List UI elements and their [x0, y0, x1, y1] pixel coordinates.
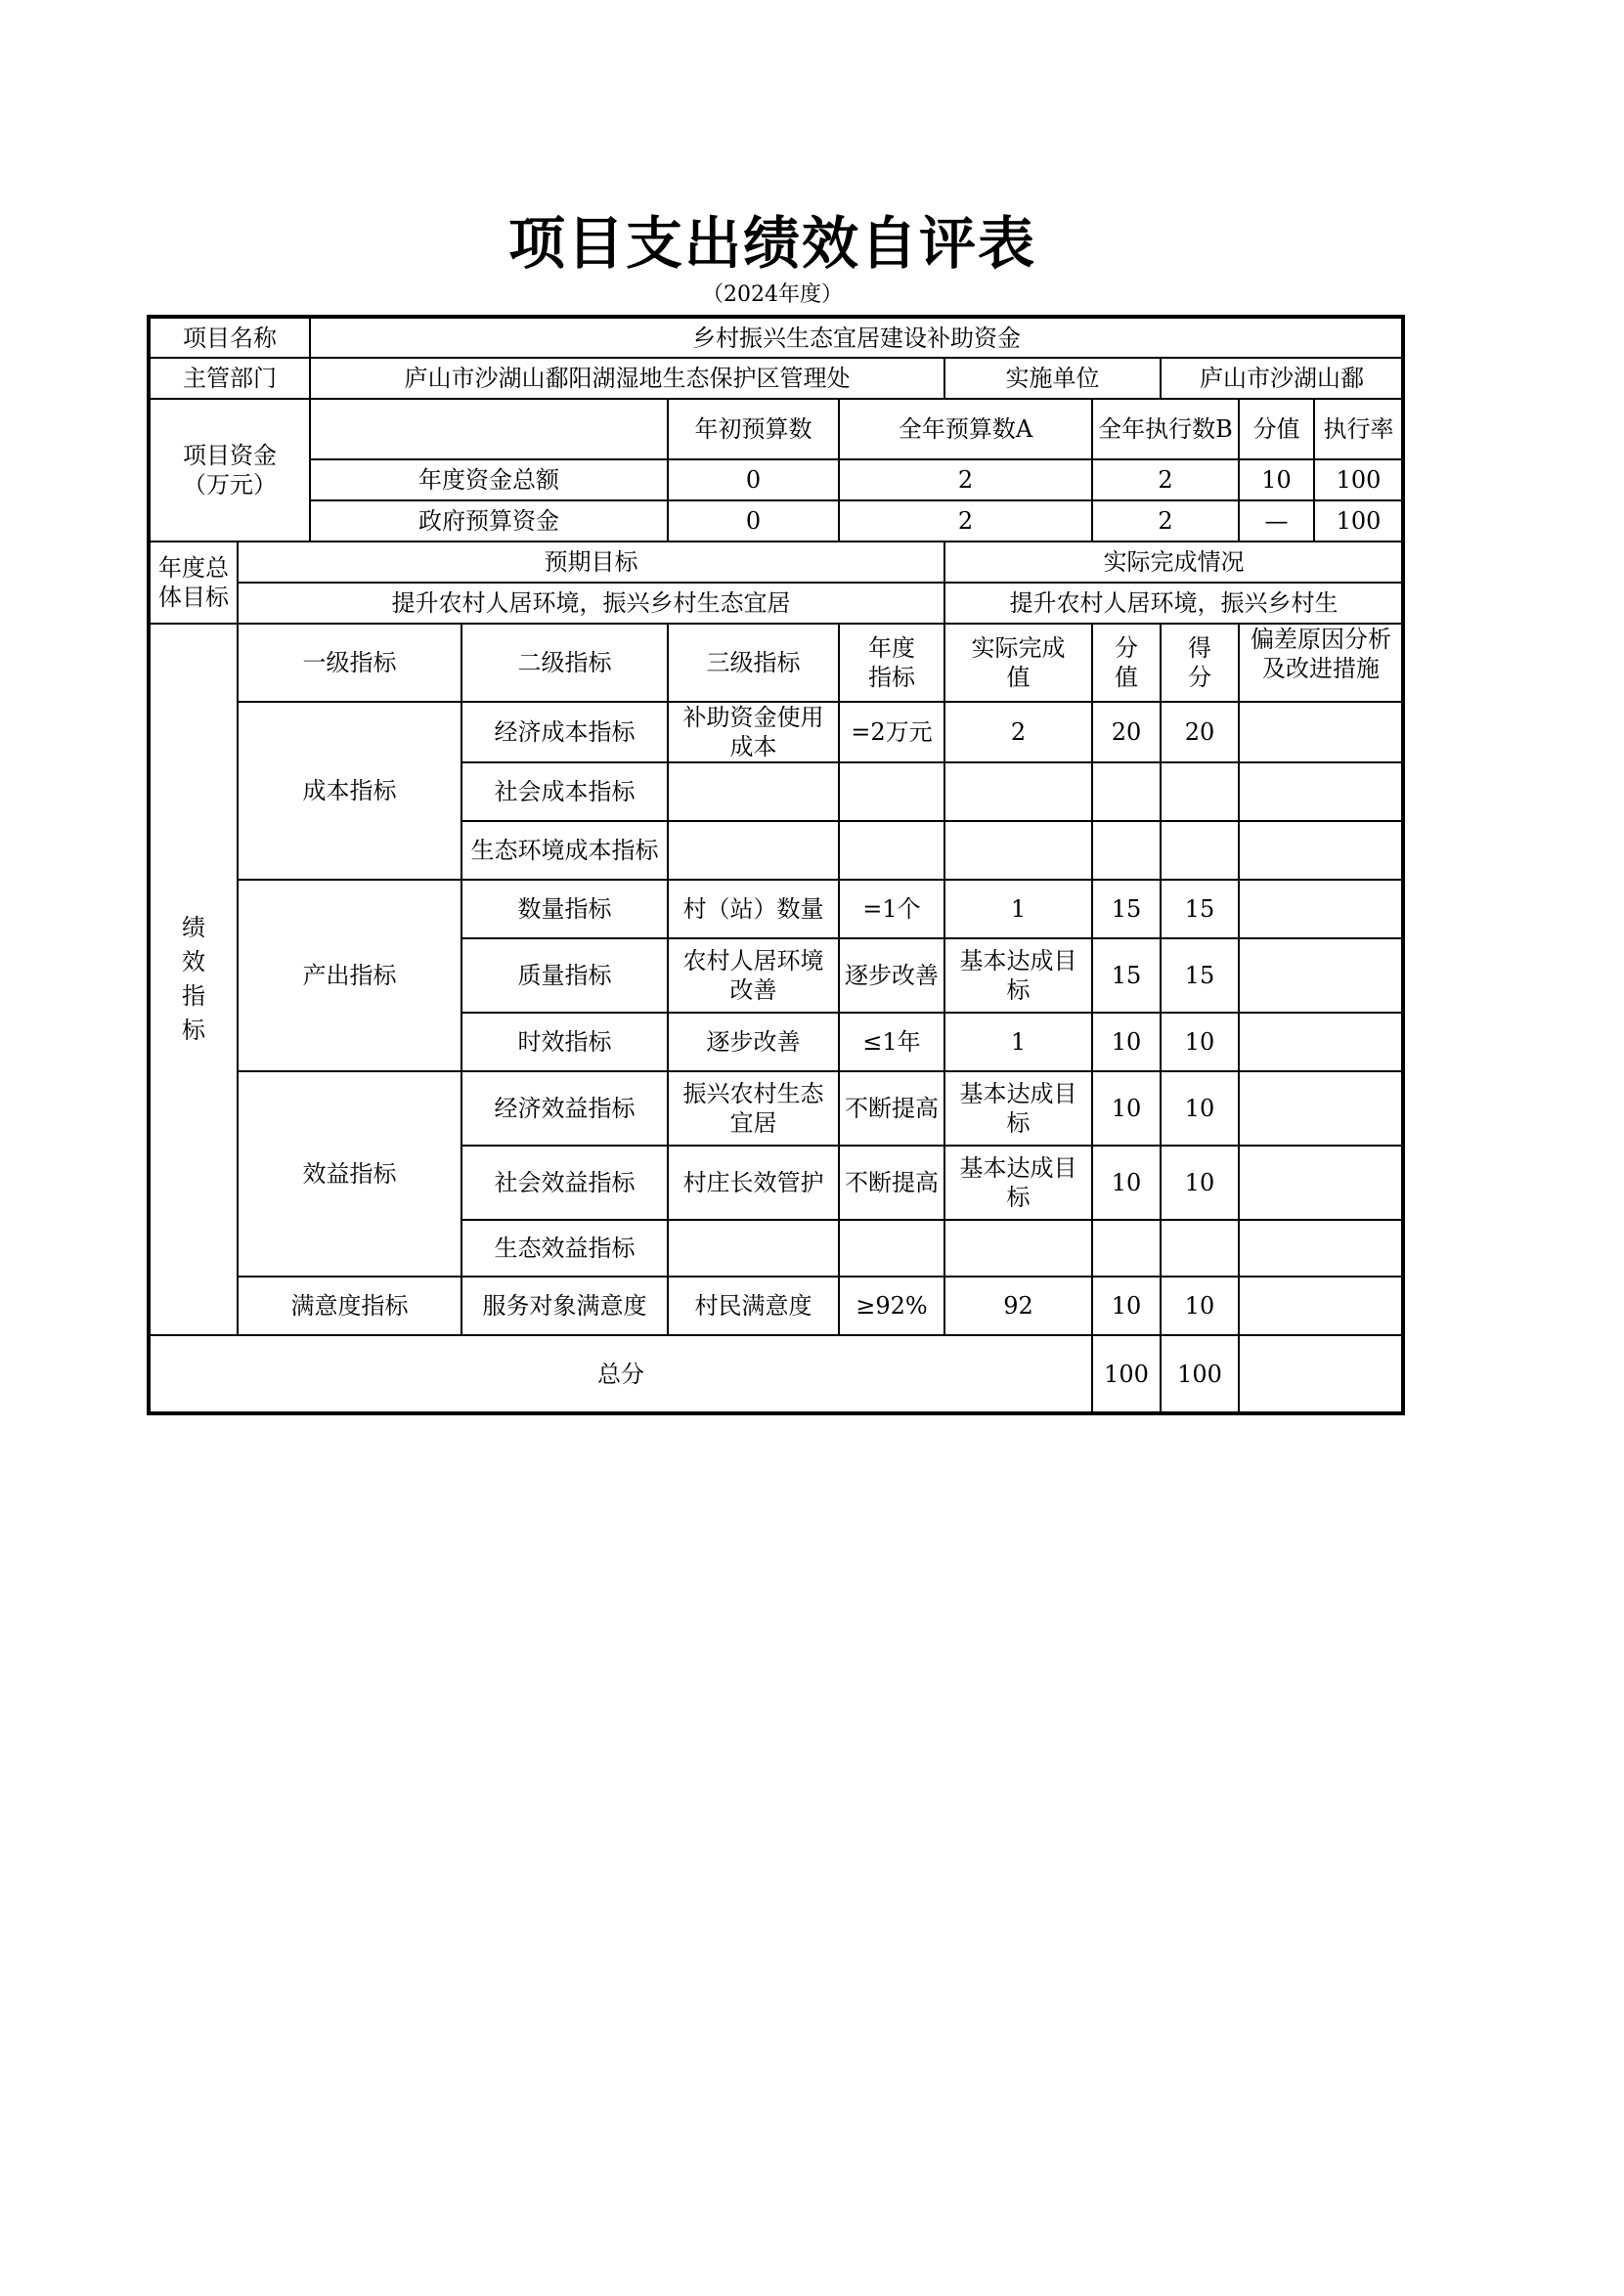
target-cell: 不断提高	[839, 1146, 944, 1220]
self-evaluation-table	[147, 315, 1405, 1415]
project-name-row	[149, 317, 1403, 358]
funds-score: 10	[1239, 459, 1314, 500]
funds-full-year: 2	[839, 459, 1092, 500]
level3-cell: 村庄长效管护	[668, 1146, 839, 1220]
indicator-row	[149, 1277, 1403, 1335]
target-cell	[839, 821, 944, 880]
deviation-cell	[1239, 762, 1403, 821]
actual-cell: 基本达成目标	[944, 938, 1092, 1013]
group-output: 产出指标	[238, 880, 461, 1071]
funds-header-initial: 年初预算数	[668, 399, 839, 459]
group-satisfaction: 满意度指标	[238, 1277, 461, 1335]
level2-cell: 生态效益指标	[461, 1220, 668, 1277]
header-level3: 三级指标	[668, 624, 839, 702]
expected-goal: 提升农村人居环境，振兴乡村生态宜居	[238, 583, 944, 624]
total-score: 100	[1092, 1335, 1161, 1413]
header-deviation: 偏差原因分析及改进措施	[1239, 624, 1403, 702]
target-cell	[839, 762, 944, 821]
got-cell: 10	[1161, 1071, 1239, 1146]
score-cell: 10	[1092, 1013, 1161, 1071]
score-cell: 10	[1092, 1146, 1161, 1220]
deviation-cell	[1239, 1277, 1403, 1335]
header-level2: 二级指标	[461, 624, 668, 702]
header-got-text: 得分	[1187, 634, 1211, 691]
indicator-row	[149, 702, 1403, 762]
got-cell: 10	[1161, 1013, 1239, 1071]
target-cell: 逐步改善	[839, 938, 944, 1013]
deviation-cell	[1239, 1220, 1403, 1277]
score-cell	[1092, 762, 1161, 821]
actual-cell: 2	[944, 702, 1092, 762]
header-actual	[944, 624, 1092, 702]
got-cell: 10	[1161, 1277, 1239, 1335]
indicator-row	[149, 880, 1403, 938]
deviation-cell	[1239, 821, 1403, 880]
score-cell: 15	[1092, 938, 1161, 1013]
level3-cell: 农村人居环境改善	[668, 938, 839, 1013]
level2-cell: 数量指标	[461, 880, 668, 938]
level2-cell: 经济效益指标	[461, 1071, 668, 1146]
funds-row-label: 政府预算资金	[310, 500, 668, 542]
actual-cell: 1	[944, 1013, 1092, 1071]
actual-goal: 提升农村人居环境，振兴乡村生	[944, 583, 1403, 624]
level2-cell: 社会成本指标	[461, 762, 668, 821]
header-got	[1161, 624, 1239, 702]
indicator-row	[149, 1071, 1403, 1146]
deviation-cell	[1239, 702, 1403, 762]
funds-row-total	[149, 459, 1403, 500]
funds-header-score: 分值	[1239, 399, 1314, 459]
expected-goal-label: 预期目标	[238, 542, 944, 583]
deviation-cell	[1239, 938, 1403, 1013]
goals-content-row	[149, 583, 1403, 624]
score-cell: 10	[1092, 1277, 1161, 1335]
funds-label-line1: 项目资金	[183, 442, 277, 469]
funds-header-exec-rate: 执行率	[1314, 399, 1403, 459]
level3-cell	[668, 821, 839, 880]
level3-cell	[668, 1220, 839, 1277]
funds-header-full-year: 全年预算数A	[839, 399, 1092, 459]
funds-rate: 100	[1314, 500, 1403, 542]
actual-goal-label: 实际完成情况	[944, 542, 1403, 583]
actual-cell	[944, 762, 1092, 821]
got-cell	[1161, 821, 1239, 880]
year-subtitle: （2024年度）	[702, 282, 843, 307]
department-row	[149, 358, 1403, 399]
target-cell: ≥92%	[839, 1277, 944, 1335]
score-cell	[1092, 821, 1161, 880]
group-cost: 成本指标	[238, 702, 461, 880]
dept-label: 主管部门	[149, 358, 310, 399]
project-name-label: 项目名称	[149, 317, 310, 358]
goals-header-row	[149, 542, 1403, 583]
level2-cell: 生态环境成本指标	[461, 821, 668, 880]
level3-cell	[668, 762, 839, 821]
total-got: 100	[1161, 1335, 1239, 1413]
level2-cell: 服务对象满意度	[461, 1277, 668, 1335]
got-cell: 15	[1161, 938, 1239, 1013]
header-score-text: 分值	[1114, 634, 1138, 691]
got-cell	[1161, 1220, 1239, 1277]
level2-cell: 经济成本指标	[461, 702, 668, 762]
score-cell	[1092, 1220, 1161, 1277]
actual-cell: 1	[944, 880, 1092, 938]
actual-cell	[944, 1220, 1092, 1277]
funds-label	[149, 399, 310, 542]
header-actual-text: 实际完成值	[971, 634, 1066, 691]
funds-header-executed: 全年执行数B	[1092, 399, 1239, 459]
actual-cell: 92	[944, 1277, 1092, 1335]
total-deviation	[1239, 1335, 1403, 1413]
funds-full-year: 2	[839, 500, 1092, 542]
target-cell: =1个	[839, 880, 944, 938]
funds-initial: 0	[668, 459, 839, 500]
header-level1: 一级指标	[238, 624, 461, 702]
header-target-text: 年度指标	[867, 634, 915, 691]
level3-cell: 村（站）数量	[668, 880, 839, 938]
funds-executed: 2	[1092, 459, 1239, 500]
score-cell: 20	[1092, 702, 1161, 762]
impl-label: 实施单位	[944, 358, 1161, 399]
level2-cell: 时效指标	[461, 1013, 668, 1071]
funds-rate: 100	[1314, 459, 1403, 500]
funds-executed: 2	[1092, 500, 1239, 542]
actual-cell	[944, 821, 1092, 880]
deviation-cell	[1239, 880, 1403, 938]
score-cell: 10	[1092, 1071, 1161, 1146]
got-cell: 15	[1161, 880, 1239, 938]
score-cell: 15	[1092, 880, 1161, 938]
target-cell: ≤1年	[839, 1013, 944, 1071]
level3-cell: 振兴农村生态宜居	[668, 1071, 839, 1146]
funds-header-row	[149, 399, 1403, 459]
impl-value: 庐山市沙湖山鄱	[1161, 358, 1403, 399]
performance-indicator-text: 绩效指标	[181, 914, 205, 1044]
got-cell: 10	[1161, 1146, 1239, 1220]
level2-cell: 社会效益指标	[461, 1146, 668, 1220]
actual-cell: 基本达成目标	[944, 1071, 1092, 1146]
deviation-cell	[1239, 1146, 1403, 1220]
funds-row-label: 年度资金总额	[310, 459, 668, 500]
target-cell: 不断提高	[839, 1071, 944, 1146]
total-row	[149, 1335, 1403, 1413]
actual-cell: 基本达成目标	[944, 1146, 1092, 1220]
level3-cell: 村民满意度	[668, 1277, 839, 1335]
annual-goal-label: 年度总体目标	[149, 542, 238, 624]
performance-indicator-label	[149, 624, 238, 1335]
header-target	[839, 624, 944, 702]
funds-score: —	[1239, 500, 1314, 542]
target-cell: =2万元	[839, 702, 944, 762]
target-cell	[839, 1220, 944, 1277]
deviation-cell	[1239, 1013, 1403, 1071]
project-name-value: 乡村振兴生态宜居建设补助资金	[310, 317, 1403, 358]
header-score	[1092, 624, 1161, 702]
level2-cell: 质量指标	[461, 938, 668, 1013]
level3-cell: 补助资金使用成本	[668, 702, 839, 762]
page-title: 项目支出绩效自评表	[507, 210, 1036, 277]
total-label: 总分	[149, 1335, 1092, 1413]
funds-row-government	[149, 500, 1403, 542]
got-cell: 20	[1161, 702, 1239, 762]
group-benefit: 效益指标	[238, 1071, 461, 1277]
funds-label-line2: （万元）	[183, 471, 277, 498]
indicator-header-row	[149, 624, 1403, 702]
funds-initial: 0	[668, 500, 839, 542]
deviation-cell	[1239, 1071, 1403, 1146]
level3-cell: 逐步改善	[668, 1013, 839, 1071]
funds-header-blank	[310, 399, 668, 459]
dept-value: 庐山市沙湖山鄱阳湖湿地生态保护区管理处	[310, 358, 944, 399]
got-cell	[1161, 762, 1239, 821]
